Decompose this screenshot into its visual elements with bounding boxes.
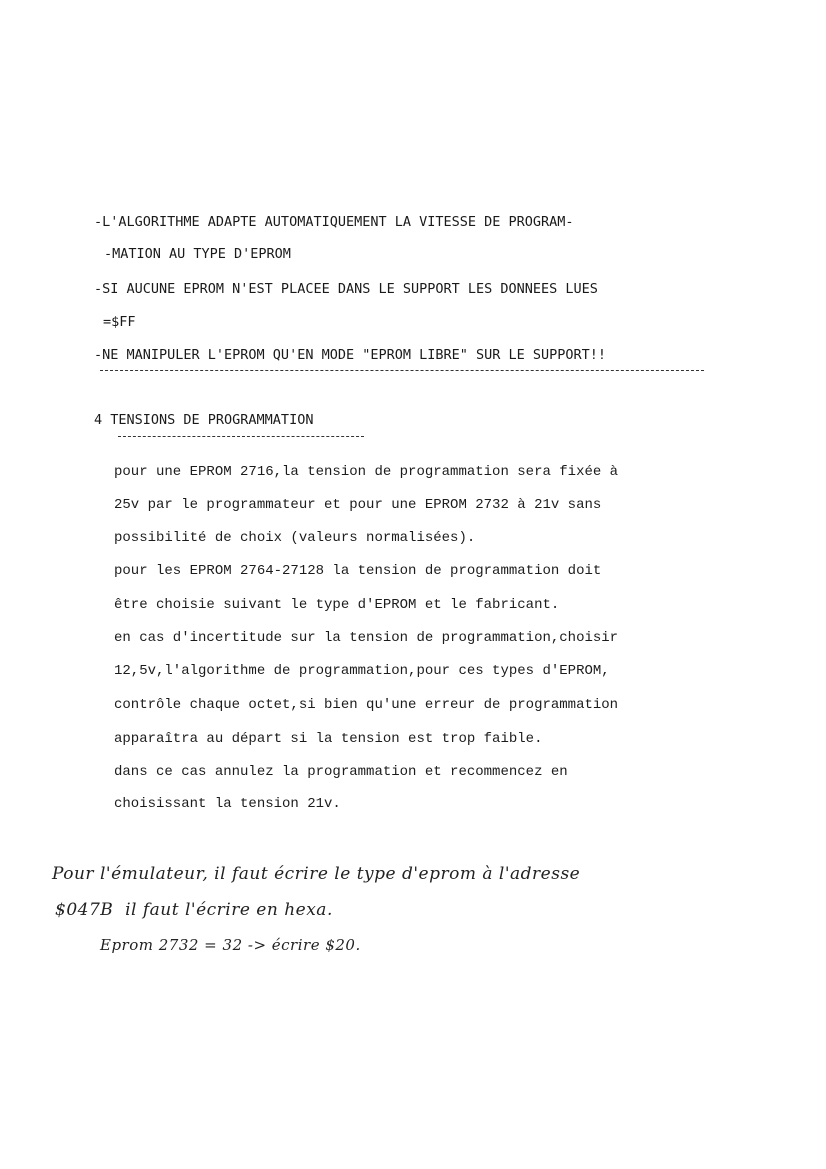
handwritten-line-1: Pour l'émulateur, il faut écrire le type d'eprom à l'adresse	[52, 864, 581, 884]
section-title-underline	[118, 436, 364, 437]
body-line: pour les EPROM 2764-27128 la tension de programmation doit	[114, 563, 602, 579]
body-line: possibilité de choix (valeurs normalisées).	[114, 530, 476, 546]
note-line-5: -NE MANIPULER L'EPROM QU'EN MODE "EPROM LIBRE" SUR LE SUPPORT!!	[94, 347, 607, 363]
notes-dashed-rule	[100, 370, 704, 371]
note-line-2: -MATION AU TYPE D'EPROM	[104, 246, 291, 262]
note-line-1: -L'ALGORITHME ADAPTE AUTOMATIQUEMENT LA VITESSE DE PROGRAM-	[94, 214, 574, 230]
handwritten-line-2: $047B il faut l'écrire en hexa.	[55, 900, 333, 920]
note-line-4: =$FF	[103, 314, 136, 330]
body-line: être choisie suivant le type d'EPROM et le fabricant.	[114, 597, 560, 613]
body-line: 25v par le programmateur et pour une EPROM 2732 à 21v sans	[114, 497, 602, 513]
body-line: 12,5v,l'algorithme de programmation,pour ces types d'EPROM,	[114, 663, 610, 679]
body-line: choisissant la tension 21v.	[114, 796, 341, 812]
section-title: 4 TENSIONS DE PROGRAMMATION	[94, 412, 314, 428]
body-line: contrôle chaque octet,si bien qu'une erreur de programmation	[114, 697, 619, 713]
body-line: pour une EPROM 2716,la tension de programmation sera fixée à	[114, 464, 619, 480]
body-line: dans ce cas annulez la programmation et recommencez en	[114, 764, 568, 780]
note-line-3: -SI AUCUNE EPROM N'EST PLACEE DANS LE SUPPORT LES DONNEES LUES	[94, 281, 598, 297]
handwritten-line-3: Eprom 2732 = 32 -> écrire $20.	[100, 936, 361, 954]
body-line: en cas d'incertitude sur la tension de programmation,choisir	[114, 630, 619, 646]
body-line: apparaîtra au départ si la tension est trop faible.	[114, 731, 543, 747]
